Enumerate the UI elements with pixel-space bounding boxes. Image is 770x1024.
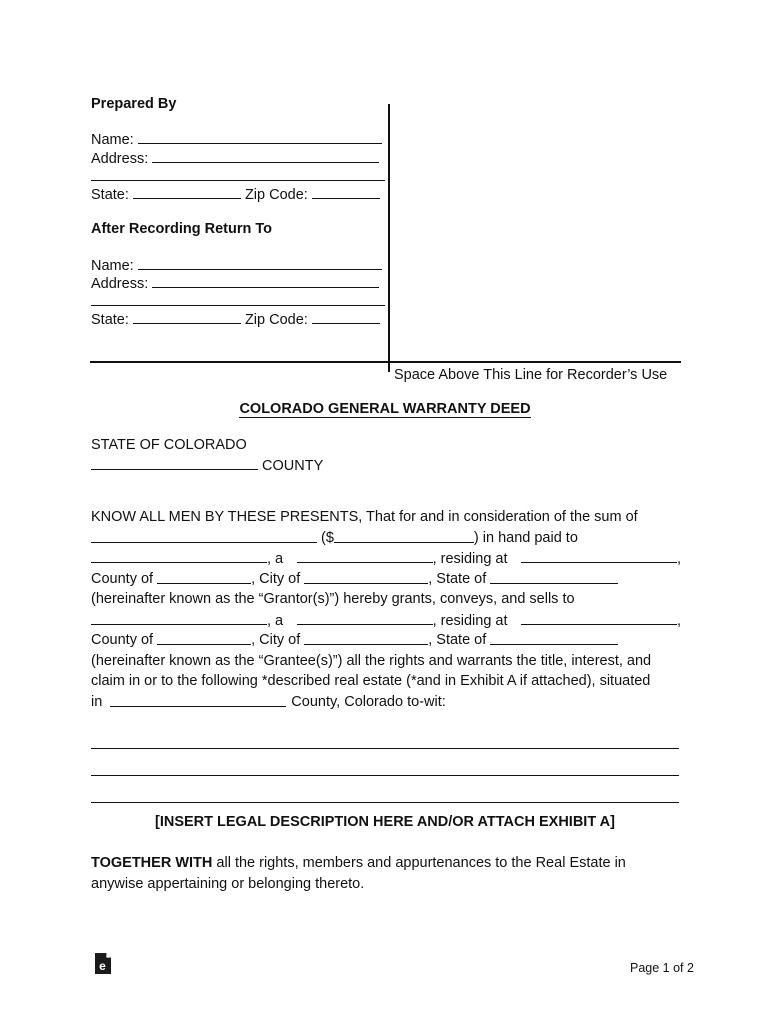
address-line-2[interactable] — [91, 305, 385, 306]
state-label: State: — [91, 312, 129, 328]
grantor-state-field[interactable] — [490, 569, 618, 584]
state-line: STATE OF COLORADO — [91, 437, 247, 453]
grantor-status-field[interactable] — [297, 548, 433, 563]
grantee-county-field[interactable] — [157, 630, 251, 645]
deed-title: COLORADO GENERAL WARRANTY DEED — [239, 401, 531, 417]
prepared-by-state-line — [91, 184, 380, 204]
together-with-paragraph: TOGETHER WITH all the rights, members and appurtenances to the Real Estate in anywise appertaining or belonging thereto. — [91, 855, 626, 892]
document-e-logo-icon — [94, 953, 112, 975]
recorder-note: Space Above This Line for Recorder’s Use — [394, 367, 668, 383]
return-to-address-line — [91, 273, 379, 293]
name-label: Name: — [91, 258, 134, 274]
address-label: Address: — [91, 151, 149, 167]
paragraph-line: , a , residing at , — [91, 548, 681, 569]
page-number: Page 1 of 2 — [630, 961, 694, 975]
return-to-state-line — [91, 309, 380, 329]
zip-label: Zip Code: — [244, 312, 308, 328]
legal-description-line-2[interactable] — [91, 775, 679, 776]
grantor-county-field[interactable] — [157, 569, 251, 584]
state-field[interactable] — [133, 184, 241, 199]
name-field[interactable] — [138, 129, 382, 144]
consideration-amount-field[interactable] — [334, 528, 474, 543]
county-label: COUNTY — [262, 458, 324, 474]
paragraph-line: claim in or to the following *described real estate (*and in Exhibit A if attached), situated — [91, 673, 651, 689]
address-field[interactable] — [152, 273, 379, 288]
prepared-by-heading: Prepared By — [91, 96, 177, 112]
grantor-address-field[interactable] — [521, 548, 677, 563]
prepared-by-name-line — [91, 129, 382, 149]
paragraph-line: ($ ) in hand paid to — [91, 528, 681, 549]
recorder-divider-horizontal — [90, 361, 681, 363]
zip-label: Zip Code: — [244, 187, 308, 203]
county-field[interactable] — [91, 455, 258, 470]
grantor-name-field[interactable] — [91, 548, 267, 563]
svg-text:e: e — [99, 959, 106, 973]
address-line-2[interactable] — [91, 180, 385, 181]
paragraph-line: (hereinafter known as the “Grantor(s)”) hereby grants, conveys, and sells to — [91, 591, 575, 607]
address-label: Address: — [91, 276, 149, 292]
grantee-address-field[interactable] — [521, 610, 677, 625]
recorder-divider-vertical — [388, 104, 390, 372]
grantee-state-field[interactable] — [490, 630, 618, 645]
paragraph-line: County of , City of , State of — [91, 569, 681, 590]
name-label: Name: — [91, 132, 134, 148]
prepared-by-address-line — [91, 148, 379, 168]
legal-description-instruction: [INSERT LEGAL DESCRIPTION HERE AND/OR ATTACH EXHIBIT A] — [155, 814, 615, 830]
state-field[interactable] — [133, 309, 241, 324]
zip-field[interactable] — [312, 309, 380, 324]
paragraph-line: , a , residing at , — [91, 610, 681, 631]
grantee-city-field[interactable] — [304, 630, 428, 645]
county-line — [91, 455, 323, 475]
state-label: State: — [91, 187, 129, 203]
address-field[interactable] — [152, 148, 379, 163]
situated-county-field[interactable] — [110, 692, 286, 707]
paragraph-line: in County, Colorado to-wit: — [91, 693, 446, 710]
grantee-status-field[interactable] — [297, 610, 433, 625]
consideration-words-field[interactable] — [91, 528, 317, 543]
return-to-name-line — [91, 255, 382, 275]
return-to-heading: After Recording Return To — [91, 221, 272, 237]
grantor-city-field[interactable] — [304, 569, 428, 584]
legal-description-line-3[interactable] — [91, 802, 679, 803]
zip-field[interactable] — [312, 184, 380, 199]
deed-paragraph — [91, 507, 681, 712]
paragraph-line: (hereinafter known as the “Grantee(s)”) all the rights and warrants the title, interest, and — [91, 652, 652, 669]
name-field[interactable] — [138, 255, 382, 270]
grantee-name-field[interactable] — [91, 610, 267, 625]
paragraph-line: County of , City of , State of — [91, 630, 681, 651]
paragraph-line: KNOW ALL MEN BY THESE PRESENTS, That for and in consideration of the sum of — [91, 509, 638, 525]
legal-description-line-1[interactable] — [91, 748, 679, 749]
